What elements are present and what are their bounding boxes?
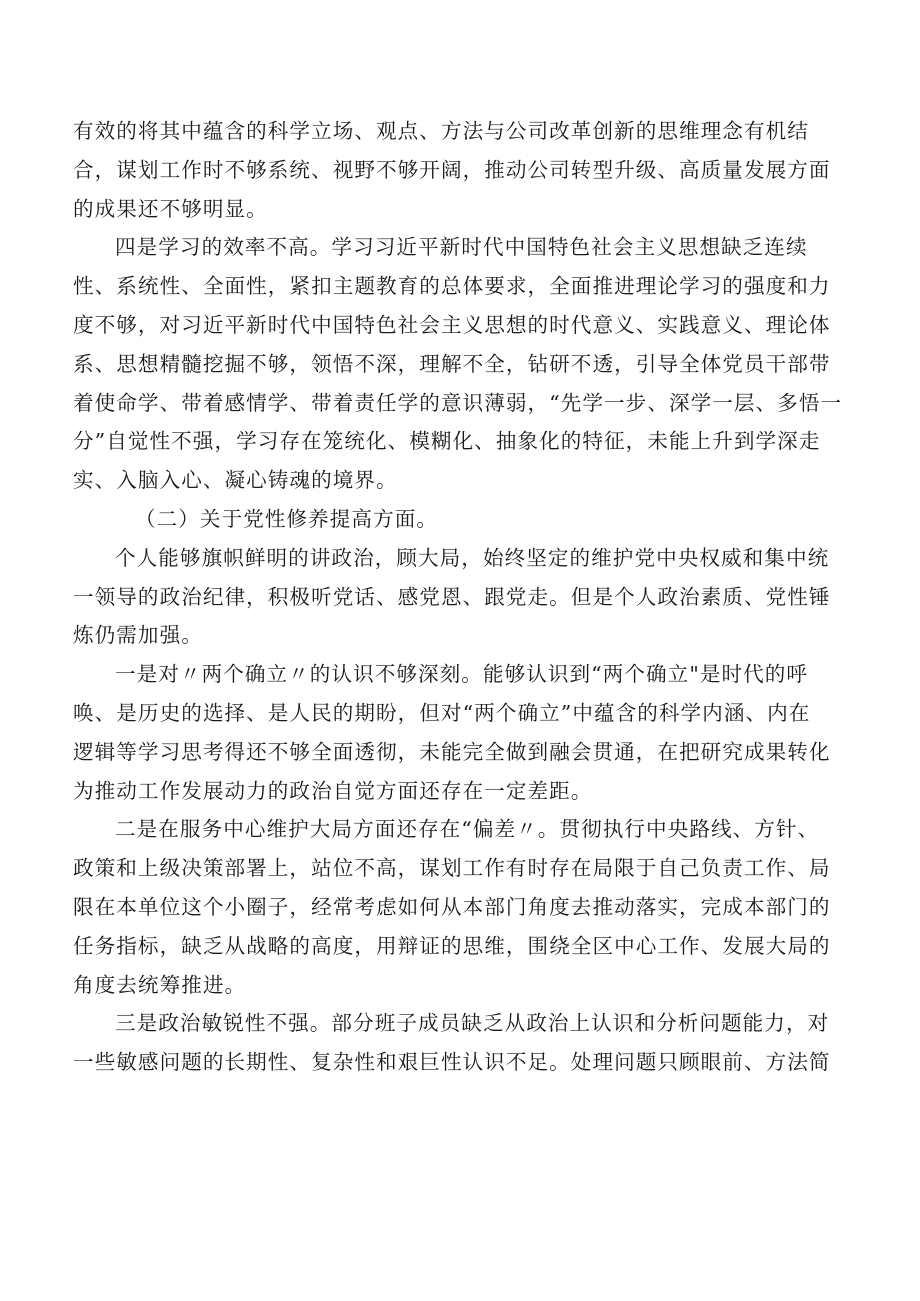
text-line: 角度去统筹推进。 <box>73 972 247 997</box>
text-line: 一些敏感问题的长期性、复杂性和艰巨性认识不足。处理问题只顾眼前、方法简 <box>73 1050 831 1075</box>
text-line: 炼仍需加强。 <box>73 623 203 648</box>
text-line: 逻辑等学习思考得还不够全面透彻，未能完全做到融会贯通，在把研究成果转化 <box>73 739 831 764</box>
text-line: 四是学习的效率不高。学习习近平新时代中国特色社会主义思想缺乏连续 <box>115 235 808 260</box>
text-line: 一领导的政治纪律，积极听党话、感党恩、跟党走。但是个人政治素质、党性锤 <box>73 584 831 609</box>
text-line: 实、入脑入心、凝心铸魂的境界。 <box>73 468 398 493</box>
text-line: 一是对〃两个确立〃的认识不够深刻。能够认识到“两个确立"是时代的呼 <box>115 662 809 687</box>
text-line: 个人能够旗帜鲜明的讲政治，顾大局，始终坚定的维护党中央权威和集中统 <box>115 545 830 570</box>
text-line: 任务指标，缺乏从战略的高度，用辩证的思维，围绕全区中心工作、发展大局的 <box>73 933 831 958</box>
text-line: 限在本单位这个小圈子，经常考虑如何从本部门角度去推动落实，完成本部门的 <box>73 894 831 919</box>
text-line: 分”自觉性不强，学习存在笼统化、模糊化、抽象化的特征，未能上升到学深走 <box>73 429 821 454</box>
document-body <box>73 112 843 1082</box>
text-line: 的成果还不够明显。 <box>73 196 268 221</box>
text-line: 合，谋划工作时不够系统、视野不够开阔，推动公司转型升级、高质量发展方面 <box>73 157 831 182</box>
text-line: 系、思想精髓挖掘不够，领悟不深，理解不全，钻研不透，引导全体党员干部带 <box>73 351 831 376</box>
text-line: 三是政治敏锐性不强。部分班子成员缺乏从政治上认识和分析问题能力，对 <box>115 1011 830 1036</box>
text-line: 二是在服务中心维护大局方面还存在“偏差〃。贯彻执行中央路线、方针、 <box>115 817 820 842</box>
text-line: 为推动工作发展动力的政治自觉方面还存在一定差距。 <box>73 778 593 803</box>
text-line: 政策和上级决策部署上，站位不高，谋划工作有时存在局限于自己负责工作、局 <box>73 856 831 881</box>
text-line: （二）关于党性修养提高方面。 <box>135 506 439 531</box>
text-line: 着使命学、带着感情学、带着责任学的意识薄弱，“先学一步、深学一层、多悟一 <box>73 390 843 415</box>
text-line: 度不够，对习近平新时代中国特色社会主义思想的时代意义、实践意义、理论体 <box>73 312 831 337</box>
text-line: 性、系统性、全面性，紧扣主题教育的总体要求，全面推进理论学习的强度和力 <box>73 274 831 299</box>
text-line: 有效的将其中蕴含的科学立场、观点、方法与公司改革创新的思维理念有机结 <box>73 119 809 143</box>
text-line: 唤、是历史的选择、是人民的期盼，但对“两个确立”中蕴含的科学内涵、内在 <box>73 700 811 725</box>
